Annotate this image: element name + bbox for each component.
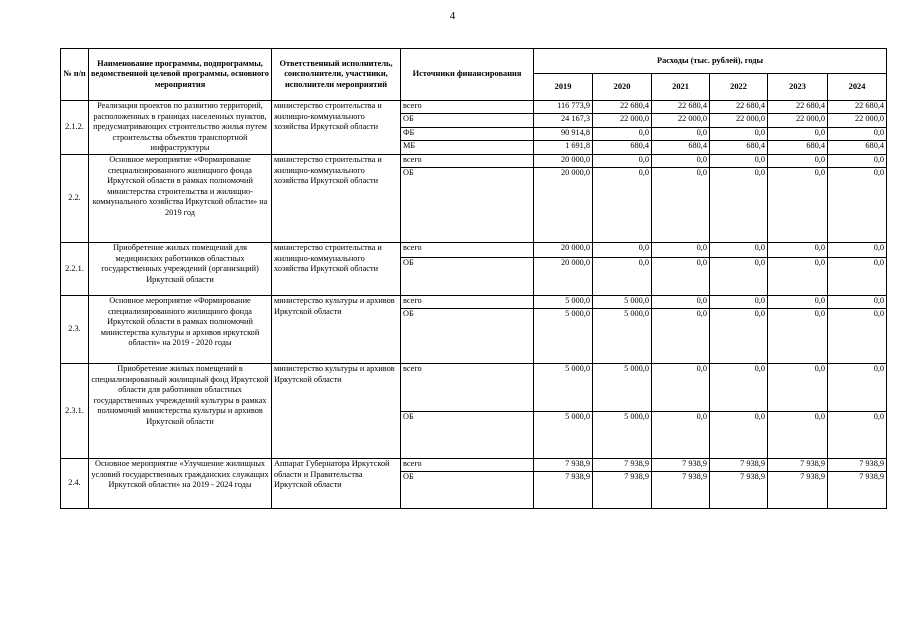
funding-source: всего	[401, 154, 534, 167]
expense-value: 22 680,4	[768, 101, 828, 114]
funding-source: ОБ	[401, 167, 534, 242]
expense-value: 20 000,0	[534, 257, 593, 295]
funding-source: всего	[401, 242, 534, 257]
table-body	[61, 101, 887, 509]
funding-source: ОБ	[401, 411, 534, 458]
funding-source: всего	[401, 101, 534, 114]
expense-value: 0,0	[652, 242, 710, 257]
expense-value: 22 000,0	[768, 114, 828, 127]
expense-value: 0,0	[593, 154, 652, 167]
expense-value: 680,4	[593, 141, 652, 155]
expense-value: 0,0	[593, 167, 652, 242]
expense-value: 0,0	[828, 257, 887, 295]
funding-source: всего	[401, 458, 534, 471]
header-responsible: Ответственный исполнитель, соисполнители, участники, исполнители мероприятий	[272, 49, 401, 101]
expense-value: 0,0	[593, 127, 652, 140]
row-responsible: министерство культуры и архивов Иркутской области	[272, 295, 401, 363]
expense-value: 20 000,0	[534, 167, 593, 242]
expense-value: 22 680,4	[710, 101, 768, 114]
header-expenses: Расходы (тыс. рублей), годы	[534, 49, 887, 74]
expense-value: 0,0	[828, 127, 887, 140]
expense-value: 22 000,0	[828, 114, 887, 127]
expense-value: 0,0	[768, 411, 828, 458]
expense-value: 0,0	[768, 363, 828, 411]
expense-value: 7 938,9	[534, 458, 593, 471]
expense-value: 0,0	[768, 127, 828, 140]
header-year: 2022	[710, 74, 768, 101]
row-name: Реализация проектов по развитию территорий, расположенных в границах населенных пунктов, предусматривающих строительство жилья путем строительства объектов транспортной инфраструктуры	[89, 101, 272, 155]
row-name: Приобретение жилых помещений в специализированный жилищный фонд Иркутской области для работников областных государственных учреждений культуры в рамках полномочий министерства культуры и архивов Иркутской области	[89, 363, 272, 458]
expense-value: 22 680,4	[828, 101, 887, 114]
expense-value: 7 938,9	[828, 458, 887, 471]
expense-value: 116 773,9	[534, 101, 593, 114]
expense-value: 680,4	[652, 141, 710, 155]
row-name: Основное мероприятие «Улучшение жилищных условий государственных гражданских служащих Иркутской области» на 2019 - 2024 годы	[89, 458, 272, 508]
header-year: 2023	[768, 74, 828, 101]
expense-value: 0,0	[652, 167, 710, 242]
expense-value: 0,0	[768, 308, 828, 363]
row-responsible: министерство культуры и архивов Иркутской области	[272, 363, 401, 458]
funding-source: ОБ	[401, 114, 534, 127]
expense-value: 0,0	[652, 411, 710, 458]
expense-value: 0,0	[710, 127, 768, 140]
table-row	[61, 458, 887, 471]
expense-value: 0,0	[652, 127, 710, 140]
expense-value: 0,0	[710, 295, 768, 308]
expense-value: 5 000,0	[534, 308, 593, 363]
expense-value: 7 938,9	[828, 471, 887, 508]
funding-source: ФБ	[401, 127, 534, 140]
funding-source: всего	[401, 295, 534, 308]
expense-value: 0,0	[710, 167, 768, 242]
expense-value: 680,4	[828, 141, 887, 155]
funding-source: ОБ	[401, 308, 534, 363]
header-year: 2024	[828, 74, 887, 101]
row-number: 2.2.1.	[61, 242, 89, 295]
expense-value: 5 000,0	[593, 363, 652, 411]
expense-value: 0,0	[710, 242, 768, 257]
expense-value: 22 680,4	[593, 101, 652, 114]
row-name: Основное мероприятие «Формирование специализированного жилищного фонда Иркутской области в рамках полномочий министерства культуры и архивов иркутской области» на 2019 - 2020 годы	[89, 295, 272, 363]
expense-value: 0,0	[768, 257, 828, 295]
expense-value: 0,0	[828, 242, 887, 257]
table-row	[61, 101, 887, 114]
expense-value: 20 000,0	[534, 154, 593, 167]
funding-source: ОБ	[401, 257, 534, 295]
row-responsible: министерство строительства и жилищно-коммунального хозяйства Иркутской области	[272, 101, 401, 155]
expense-value: 0,0	[710, 257, 768, 295]
expense-value: 5 000,0	[534, 363, 593, 411]
expense-value: 7 938,9	[710, 458, 768, 471]
expense-value: 0,0	[593, 257, 652, 295]
expense-value: 680,4	[710, 141, 768, 155]
expense-value: 22 000,0	[710, 114, 768, 127]
row-responsible: министерство строительства и жилищно-коммунального хозяйства Иркутской области	[272, 242, 401, 295]
expenses-table	[60, 48, 887, 509]
expense-value: 0,0	[652, 154, 710, 167]
row-number: 2.3.	[61, 295, 89, 363]
expense-value: 0,0	[710, 154, 768, 167]
expense-value: 0,0	[593, 242, 652, 257]
row-name: Приобретение жилых помещений для медицинских работников областных государственных учреждений (организаций) Иркутской области	[89, 242, 272, 295]
row-responsible: Аппарат Губернатора Иркутской области и Правительства Иркутской области	[272, 458, 401, 508]
expense-value: 0,0	[768, 154, 828, 167]
row-number: 2.3.1.	[61, 363, 89, 458]
header-year: 2021	[652, 74, 710, 101]
page-number: 4	[449, 10, 456, 22]
expense-value: 0,0	[768, 242, 828, 257]
expense-value: 0,0	[828, 363, 887, 411]
expense-value: 7 938,9	[534, 471, 593, 508]
expense-value: 20 000,0	[534, 242, 593, 257]
expense-value: 0,0	[652, 295, 710, 308]
expense-value: 22 680,4	[652, 101, 710, 114]
expense-value: 5 000,0	[593, 308, 652, 363]
expense-value: 90 914,8	[534, 127, 593, 140]
expense-value: 680,4	[768, 141, 828, 155]
table-row	[61, 242, 887, 257]
row-number: 2.2.	[61, 154, 89, 242]
row-number: 2.1.2.	[61, 101, 89, 155]
expense-value: 5 000,0	[593, 411, 652, 458]
table-row	[61, 295, 887, 308]
expense-value: 7 938,9	[652, 458, 710, 471]
row-responsible: министерство строительства и жилищно-коммунального хозяйства Иркутской области	[272, 154, 401, 242]
expense-value: 24 167,3	[534, 114, 593, 127]
expense-value: 0,0	[828, 308, 887, 363]
expense-value: 5 000,0	[534, 411, 593, 458]
expense-value: 0,0	[710, 363, 768, 411]
expense-value: 0,0	[652, 363, 710, 411]
expense-value: 0,0	[828, 167, 887, 242]
expense-value: 0,0	[828, 411, 887, 458]
expense-value: 5 000,0	[593, 295, 652, 308]
expense-value: 5 000,0	[534, 295, 593, 308]
expense-value: 7 938,9	[710, 471, 768, 508]
expense-value: 0,0	[652, 308, 710, 363]
header-num: № п/п	[61, 49, 89, 101]
row-number: 2.4.	[61, 458, 89, 508]
funding-source: МБ	[401, 141, 534, 155]
expense-value: 0,0	[710, 308, 768, 363]
expense-value: 22 000,0	[593, 114, 652, 127]
header-source: Источники финансирования	[401, 49, 534, 101]
expense-value: 0,0	[828, 154, 887, 167]
expense-value: 7 938,9	[652, 471, 710, 508]
expense-value: 7 938,9	[768, 458, 828, 471]
expense-value: 0,0	[710, 411, 768, 458]
expense-value: 22 000,0	[652, 114, 710, 127]
expense-value: 0,0	[768, 295, 828, 308]
header-year: 2020	[593, 74, 652, 101]
header-name: Наименование программы, подпрограммы, ведомственной целевой программы, основного мероприятия	[89, 49, 272, 101]
row-name: Основное мероприятие «Формирование специализированного жилищного фонда Иркутской области в рамках полномочий министерства строительства и жилищно-коммунального хозяйства Иркутской области» на 2019 год	[89, 154, 272, 242]
header-year: 2019	[534, 74, 593, 101]
table-row	[61, 154, 887, 167]
funding-source: всего	[401, 363, 534, 411]
expense-value: 0,0	[828, 295, 887, 308]
expense-value: 1 691,8	[534, 141, 593, 155]
table-row	[61, 363, 887, 411]
expense-value: 0,0	[652, 257, 710, 295]
funding-source: ОБ	[401, 471, 534, 508]
expense-value: 0,0	[768, 167, 828, 242]
expense-value: 7 938,9	[593, 471, 652, 508]
expense-value: 7 938,9	[768, 471, 828, 508]
expense-value: 7 938,9	[593, 458, 652, 471]
